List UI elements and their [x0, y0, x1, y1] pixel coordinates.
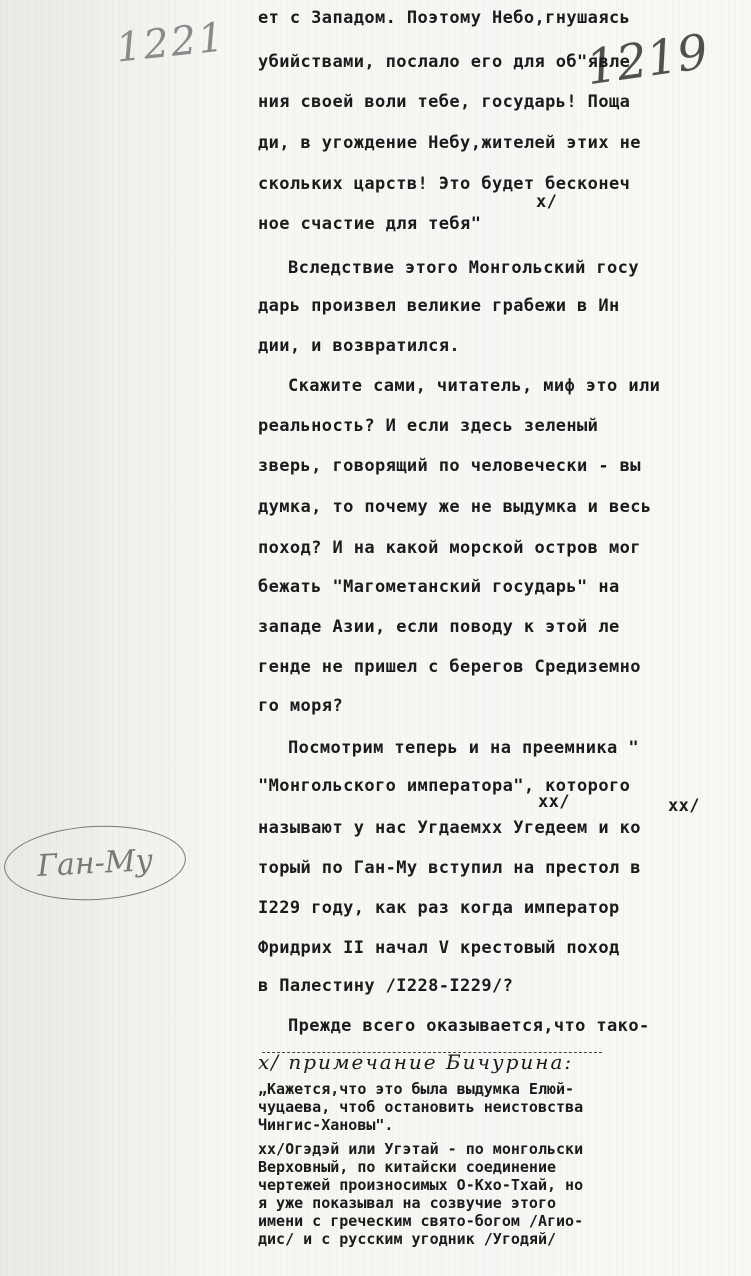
text-line: Скажите сами, читатель, миф это или: [288, 376, 661, 396]
text-line: думка, то почему же не выдумка и весь: [258, 497, 652, 517]
page-number: 1219: [582, 23, 712, 97]
text-line: генде не пришел с берегов Средиземно: [258, 657, 641, 677]
text-line: в Палестину /I228-I229/?: [258, 976, 514, 996]
margin-note: Ган-Му: [2, 821, 188, 904]
footnote-line: чуцаева, чтоб остановить неистовства: [258, 1098, 584, 1116]
text-line: поход? И на какой морской остров мог: [258, 538, 641, 558]
text-line: ет с Западом. Поэтому Небо,гнушаясь: [258, 8, 631, 28]
text-line: реальность? И если здесь зеленый: [258, 416, 599, 436]
text-line: "Монгольского императора", которого: [258, 776, 631, 796]
footnote-line: я уже показывал на созвучие этого: [258, 1194, 557, 1212]
text-line: ния своей воли тебе, государь! Поща: [258, 92, 631, 112]
footnote-marker: xx/: [668, 796, 700, 816]
footnote-line: Чингис-Хановы".: [258, 1116, 394, 1134]
footnote-separator: [262, 1052, 602, 1053]
footnote-line: чертежей произносимых О-Кхо-Тхай, но: [258, 1176, 584, 1194]
text-line: Прежде всего оказывается,что тако-: [288, 1016, 650, 1036]
footnote-marker: xx/: [538, 792, 570, 812]
text-line: ное счастие для тебя": [258, 214, 482, 234]
text-line: скольких царств! Это будет бесконеч: [258, 174, 631, 194]
footnote-line: xx/Огэдэй или Угэтай - по монгольски: [258, 1140, 584, 1158]
text-line: I229 году, как раз когда император: [258, 898, 620, 918]
footnote-marker: x/: [536, 192, 558, 212]
footnote-line: „Кажется,что это была выдумка Елюй-: [258, 1080, 575, 1098]
text-line: называют у нас Угдаемxx Угедеем и ко: [258, 818, 641, 838]
text-line: Вследствие этого Монгольский госу: [288, 258, 639, 278]
archive-number: 1221: [113, 14, 228, 72]
text-line: убийствами, послало его для об"явле: [258, 52, 631, 72]
text-line: дарь произвел великие грабежи в Ин: [258, 296, 620, 316]
text-line: ди, в угождение Небу,жителей этих не: [258, 133, 641, 153]
text-line: западе Азии, если поводу к этой ле: [258, 617, 620, 637]
text-line: Посмотрим теперь и на преемника ": [288, 738, 639, 758]
footnote-line: имени с греческим свято-богом /Агио-: [258, 1212, 584, 1230]
footnote-line: дис/ и с русским угодник /Угодяй/: [258, 1230, 557, 1248]
text-line: Фридрих II начал V крестовый поход: [258, 938, 620, 958]
text-line: торый по Ган-Му вступил на престол в: [258, 858, 641, 878]
text-line: зверь, говорящий по человечески - вы: [258, 456, 641, 476]
footnote-line: Верховный, по китайски соединение: [258, 1158, 557, 1176]
text-line: бежать "Магометанский государь" на: [258, 577, 620, 597]
text-line: го моря?: [258, 696, 344, 716]
text-line: дии, и возвратился.: [258, 336, 461, 356]
footnote-heading: x/ примечание Бичурина:: [258, 1050, 574, 1074]
